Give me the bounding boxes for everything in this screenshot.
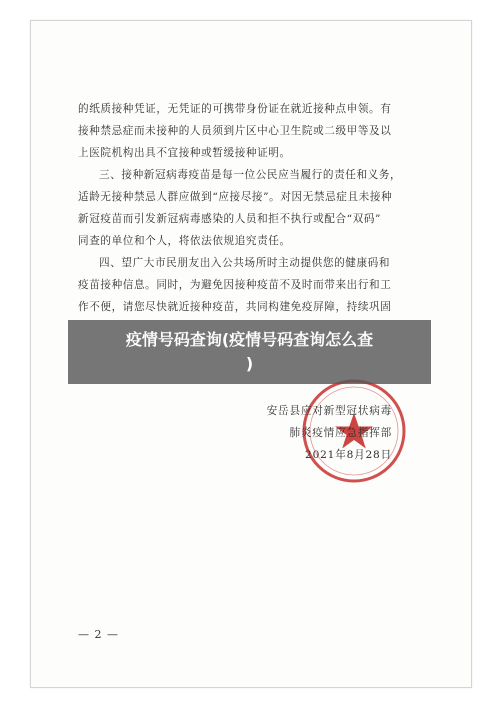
- body-line: 疫苗接种信息。同时，为避免因接种疫苗不及时而带来出行和工: [78, 279, 392, 291]
- banner-title-continued: ): [245, 354, 254, 373]
- body-line: 接种禁忌症而未接种的人员须到片区中心卫生院或二级甲等及以: [78, 125, 392, 137]
- signature-block: [267, 400, 392, 466]
- body-line: 新冠疫苗而引发新冠病毒感染的人员和拒不执行或配合“双码”: [78, 213, 382, 225]
- body-line: 同查的单位和个人，将依法依规追究责任。: [78, 235, 291, 247]
- page-number: — 2 —: [78, 628, 119, 641]
- body-line: 适龄无接种禁忌人群应做到“应接尽接”。对因无禁忌症且未接种: [78, 191, 393, 203]
- banner-title: 疫情号码查询(疫情号码查询怎么查: [125, 330, 374, 349]
- issuing-organization-line2: 肺炎疫情应急指挥部: [289, 427, 392, 439]
- title-banner[interactable]: [68, 320, 431, 384]
- issuing-organization: 安岳县应对新型冠状病毒: [266, 405, 392, 417]
- document-body: [78, 98, 438, 318]
- body-line: 三、接种新冠病毒疫苗是每一位公民应当履行的责任和义务，: [99, 169, 402, 181]
- body-line: 四、望广大市民朋友出入公共场所时主动提供您的健康码和: [99, 257, 391, 269]
- body-line: 作不便，请您尽快就近接种疫苗，共同构建免疫屏障，持续巩固: [78, 301, 392, 313]
- body-line: 的纸质接种凭证，无凭证的可携带身份证在就近接种点申领。有: [78, 103, 392, 115]
- issue-date: 2021年8月28日: [305, 449, 392, 461]
- body-line: 上医院机构出具不宜接种或暂缓接种证明。: [78, 147, 291, 159]
